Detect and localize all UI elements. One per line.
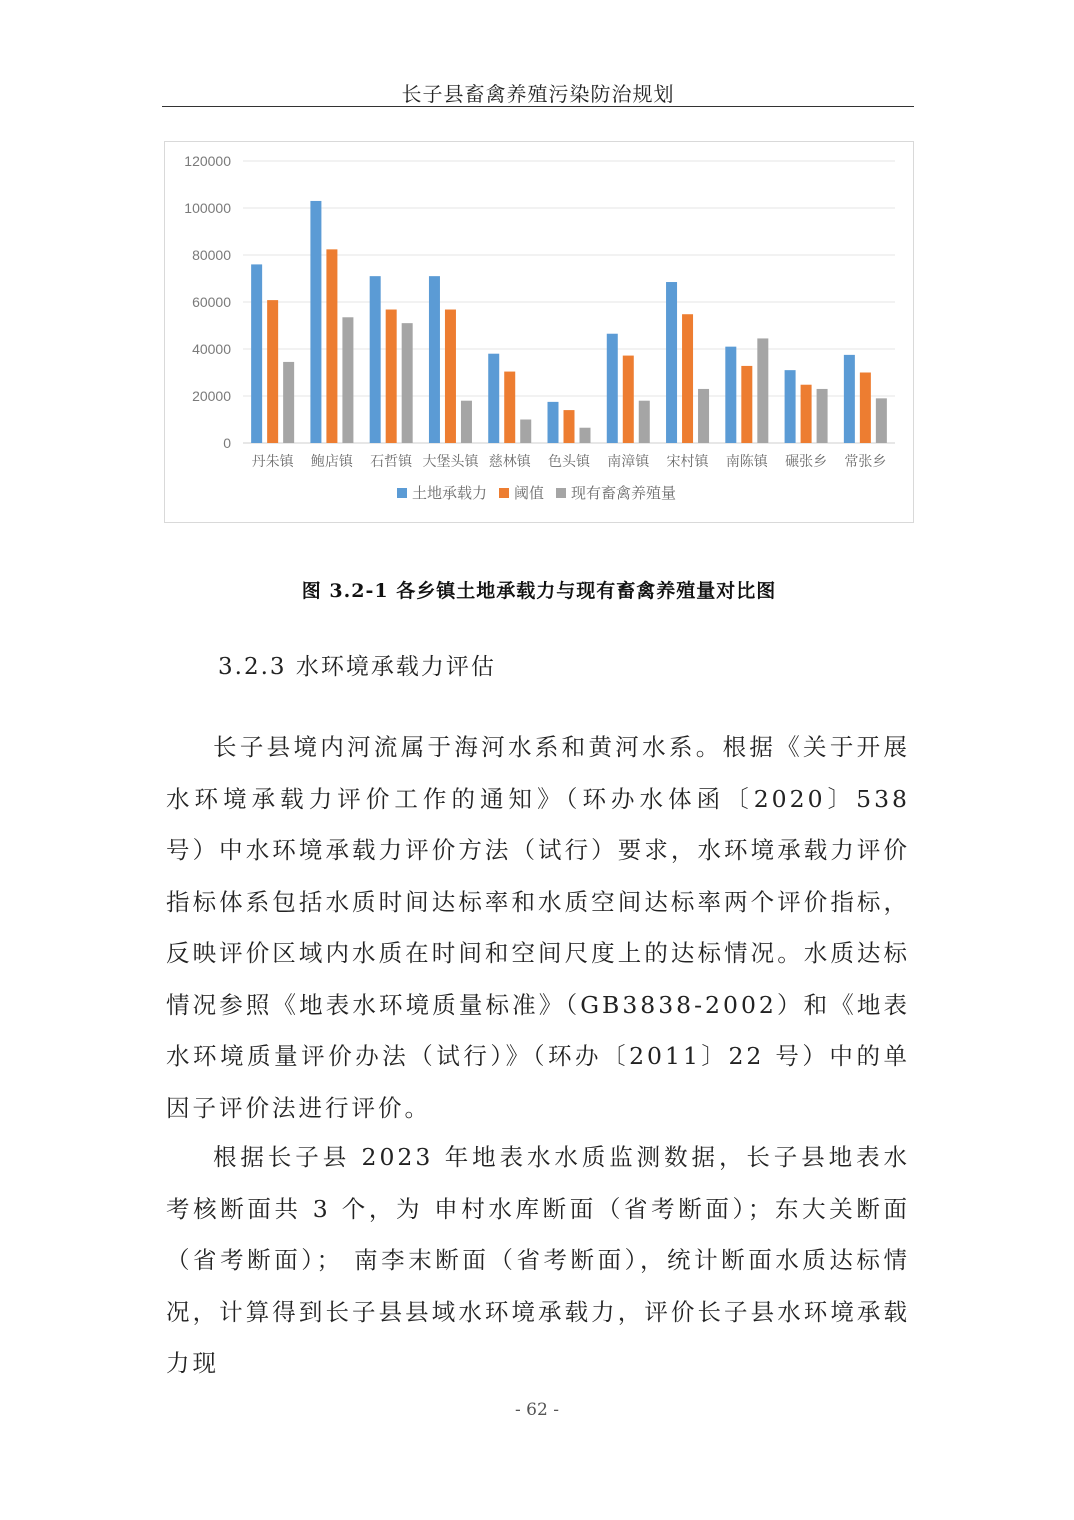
x-tick-label: 常张乡 xyxy=(844,454,887,470)
x-tick-label: 南陈镇 xyxy=(725,454,768,470)
legend-swatch xyxy=(499,488,509,498)
bar-chart-svg xyxy=(165,142,915,524)
x-tick-label: 鲍店镇 xyxy=(310,454,353,470)
paragraph-1: 长子县境内河流属于海河水系和黄河水系。根据《关于开展水环境承载力评价工作的通知》（环办水体函〔2020〕538 号）中水环境承载力评价方法（试行）要求，水环境承载力评价指标体系包括水质时间达标率和水质空间达标率两个评价指标，反映评价区域内水质在时间和空间尺度上的达标情况。水质达标情况参照《地表水环境质量标准》（GB3838-2002）和《地表水环境质量评价办法（试行）》（环办〔2011〕22 号）中的单因子评价法进行评价。 xyxy=(166,733,910,1122)
paragraph-2: 根据长子县 2023 年地表水水质监测数据，长子县地表水考核断面共 3 个，为 申村水库断面（省考断面）；东大关断面（省考断面）； 南李末断面（省考断面），统计断面水质达标情况，计算得到长子县县域水环境承载力，评价长子县水环境承载力现 xyxy=(166,1143,910,1377)
figure-caption: 图 3.2-1 各乡镇土地承载力与现有畜禽养殖量对比图 xyxy=(301,580,777,602)
x-tick-label: 色头镇 xyxy=(548,454,590,470)
x-tick-label: 碾张乡 xyxy=(785,454,828,470)
section-title: 水环境承载力评估 xyxy=(295,654,496,680)
x-tick-label: 宋村镇 xyxy=(666,454,709,470)
bar-3 xyxy=(342,317,353,443)
y-tick-label: 0 xyxy=(223,435,231,451)
legend-label: 阈值 xyxy=(514,484,545,502)
bar-3 xyxy=(283,362,294,443)
x-tick-label: 石哲镇 xyxy=(370,454,413,470)
page-number: - 62 - xyxy=(515,1400,559,1420)
bar-3 xyxy=(639,401,650,443)
bar-1 xyxy=(429,276,440,443)
bar-2 xyxy=(267,300,278,443)
legend-label: 现有畜禽养殖量 xyxy=(571,484,677,502)
bar-1 xyxy=(607,334,618,443)
bar-2 xyxy=(504,372,515,443)
bar-3 xyxy=(757,338,768,443)
bar-1 xyxy=(310,201,321,443)
bar-3 xyxy=(520,420,531,444)
bar-2 xyxy=(801,385,812,443)
bar-3 xyxy=(698,389,709,443)
bar-2 xyxy=(326,249,337,443)
y-tick-label: 20000 xyxy=(192,388,231,404)
bar-1 xyxy=(725,347,736,443)
header-rule xyxy=(162,106,914,107)
section-number: 3.2.3 xyxy=(218,654,287,680)
y-tick-label: 40000 xyxy=(192,341,231,357)
bar-3 xyxy=(817,389,828,443)
bar-1 xyxy=(548,402,559,443)
bar-2 xyxy=(564,410,575,443)
bar-1 xyxy=(251,264,262,443)
x-tick-label: 南漳镇 xyxy=(607,454,650,470)
bar-2 xyxy=(386,310,397,443)
bar-1 xyxy=(785,370,796,443)
bar-3 xyxy=(876,398,887,443)
x-tick-label: 丹朱镇 xyxy=(251,454,294,470)
bar-3 xyxy=(402,323,413,443)
legend-swatch xyxy=(556,488,566,498)
bar-1 xyxy=(370,276,381,443)
page-header-title: 长子县畜禽养殖污染防治规划 xyxy=(401,82,675,106)
bar-3 xyxy=(580,428,591,443)
y-tick-label: 120000 xyxy=(184,153,231,169)
x-tick-label: 大堡头镇 xyxy=(422,454,479,470)
legend-swatch xyxy=(397,488,407,498)
bar-1 xyxy=(844,355,855,443)
bar-2 xyxy=(682,314,693,443)
y-tick-label: 100000 xyxy=(184,200,231,216)
bar-1 xyxy=(488,354,499,443)
legend-label: 土地承载力 xyxy=(412,484,488,502)
bar-2 xyxy=(741,366,752,443)
bar-chart xyxy=(164,141,914,523)
y-tick-label: 60000 xyxy=(192,294,231,310)
bar-2 xyxy=(860,373,871,444)
bar-2 xyxy=(623,356,634,443)
y-tick-label: 80000 xyxy=(192,247,231,263)
x-tick-label: 慈林镇 xyxy=(488,454,531,470)
bar-3 xyxy=(461,401,472,443)
bar-1 xyxy=(666,282,677,443)
bar-2 xyxy=(445,310,456,443)
section-heading xyxy=(218,648,496,681)
